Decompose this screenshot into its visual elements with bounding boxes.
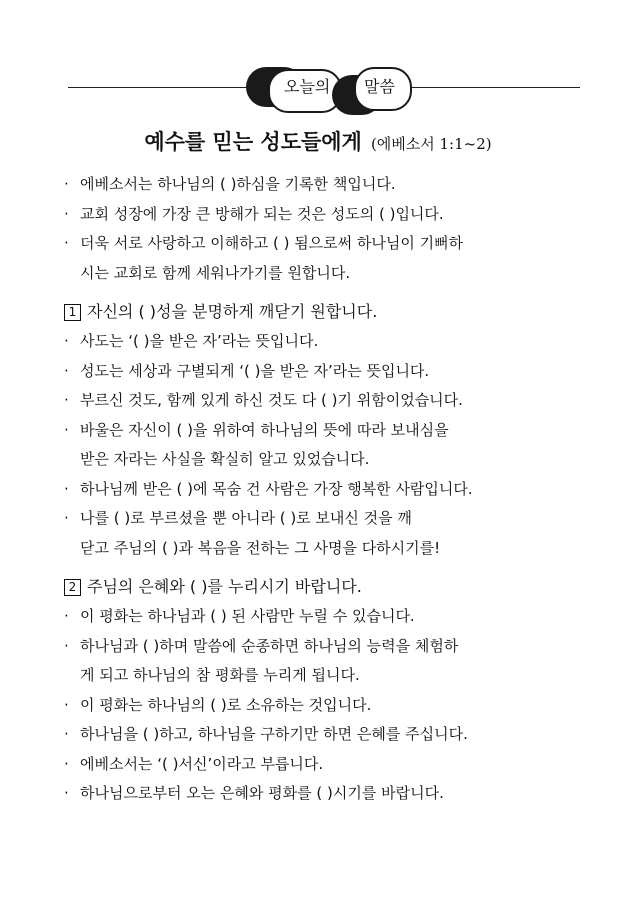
intro-item-2: · 교회 성장에 가장 큰 방해가 되는 것은 성도의 ( )입니다. [64,200,584,230]
section-2-item-5: · 에베소서는 ‘( )서신’이라고 부릅니다. [64,750,584,780]
section-2-item-2-cont: 게 되고 하나님의 참 평화를 누리게 됩니다. [80,666,360,684]
section-2-heading [64,572,584,602]
worksheet-body [64,170,584,809]
scripture-reference: (에베소서 1:1~2) [370,135,492,153]
section-1-item-6-cont: 닫고 주님의 ( )과 복음을 전하는 그 사명을 다하시기를! [80,538,441,557]
todays-word-header [0,55,636,125]
header-text-word: 말씀 [362,75,397,99]
section-2-title: 주님의 은혜와 ( )를 누리시기 바랍니다. [87,577,362,596]
header-text-today: 오늘의 [282,75,332,99]
section-2-item-4: · 하나님을 ( )하고, 하나님을 구하기만 하면 은혜를 주십니다. [64,720,584,750]
intro-item-3: · 더욱 서로 사랑하고 이해하고 ( ) 됨으로써 하나님이 기뻐하 [64,229,584,259]
section-2-number: 2 [64,579,81,596]
section-1-item-4-cont: 받은 자라는 사실을 확실히 알고 있었습니다. [80,450,370,468]
section-1-item-3: · 부르신 것도, 함께 있게 하신 것도 다 ( )기 위함이었습니다. [64,386,584,416]
section-2-item-6: · 하나님으로부터 오는 은혜와 평화를 ( )시기를 바랍니다. [64,779,584,809]
section-1-item-6: · 나를 ( )로 부르셨을 뿐 아니라 ( )로 보내신 것을 깨 [64,504,584,534]
section-2-item-2: · 하나님과 ( )하며 말씀에 순종하면 하나님의 능력을 체험하 [64,632,584,662]
section-1-item-2: · 성도는 세상과 구별되게 ‘( )을 받은 자’라는 뜻입니다. [64,357,584,387]
section-1-item-5: · 하나님께 받은 ( )에 목숨 건 사람은 가장 행복한 사람입니다. [64,475,584,505]
section-1-heading [64,297,584,327]
section-1-number: 1 [64,304,81,321]
intro-item-1: · 에베소서는 하나님의 ( )하심을 기록한 책입니다. [64,170,584,200]
sermon-title-main: 예수를 믿는 성도들에게 [144,130,362,154]
sermon-title [0,126,636,156]
section-2-item-3: · 이 평화는 하나님의 ( )로 소유하는 것입니다. [64,691,584,721]
section-1-title: 자신의 ( )성을 분명하게 깨닫기 원합니다. [87,302,378,321]
section-1-item-1: · 사도는 ‘( )을 받은 자’라는 뜻입니다. [64,327,584,357]
intro-item-3-cont: 시는 교회로 함께 세워나가기를 원합니다. [80,263,351,282]
section-1-item-4: · 바울은 자신이 ( )을 위하여 하나님의 뜻에 따라 보내심을 [64,416,584,446]
section-2-item-1: · 이 평화는 하나님과 ( ) 된 사람만 누릴 수 있습니다. [64,602,584,632]
